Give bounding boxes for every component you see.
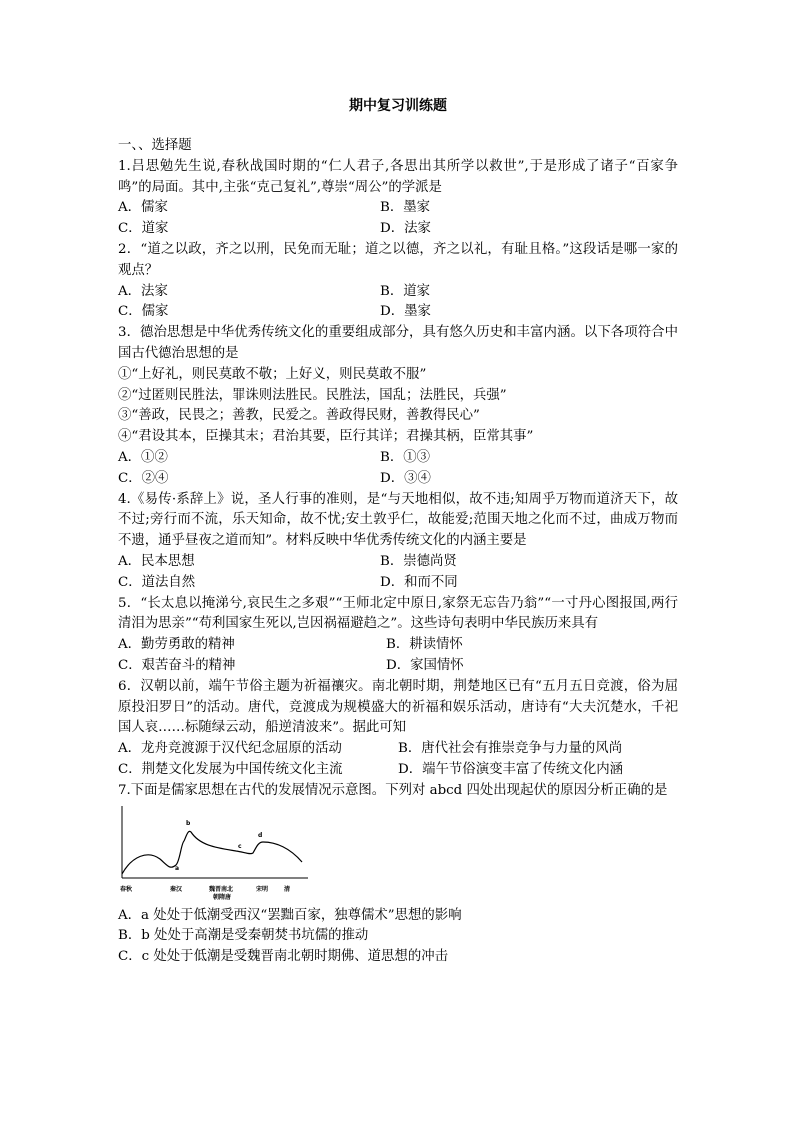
question-7-option-c: C．c 处处于低潮是受魏晋南北朝时期佛、道思想的冲击 <box>118 949 448 965</box>
point-label-c: c <box>238 842 242 850</box>
option-b: B．崇德尚贤 <box>380 553 457 569</box>
development-curve <box>122 831 302 874</box>
question-4-stem: 4.《易传·系辞上》说，圣人行事的准则，是“与天地相似，故不违;知周乎万物而道济天下，故不过;旁行而不流，乐天知命，故不忧;安土敦乎仁，故能爱;范围天地之化而不过，曲成万物而不遗，通乎昼夜之道而知”。材料反映中华优秀传统文化的内涵主要是 <box>118 491 678 549</box>
question-7-stem: 7.下面是儒家思想在古代的发展情况示意图。下列对 abcd 四处出现起伏的原因分析正确的是 <box>118 782 668 798</box>
x-label-qinhan: 秦汉 <box>170 885 183 893</box>
question-2-options-row-1 <box>118 282 678 303</box>
option-a: A．民本思想 <box>118 553 195 569</box>
question-3-stem: 3．德治思想是中华优秀传统文化的重要组成部分，具有悠久历史和丰富内涵。以下各项符合中国古代德治思想的是 <box>118 325 678 361</box>
question-7-option-a: A．a 处处于低潮受西汉“罢黜百家，独尊儒术”思想的影响 <box>118 907 462 923</box>
x-label-suitang: 朝隋唐 <box>213 893 232 901</box>
question-5-stem: 5．“长太息以掩涕兮,哀民生之多艰”“王师北定中原日,家祭无忘告乃翁”“一寸丹心图报国,两行清泪为思亲”“苟利国家生死以,岂因祸福避趋之”。这些诗句表明中华民族历来具有 <box>118 595 678 632</box>
question-5-options-row-1 <box>118 635 678 656</box>
question-6-options-row-1 <box>118 739 678 760</box>
option-b: B．墨家 <box>380 200 431 216</box>
question-7-option-b: B．b 处处于高潮是受秦朝焚书坑儒的推动 <box>118 928 369 944</box>
option-d: D．端午节俗演变丰富了传统文化内涵 <box>398 761 623 777</box>
option-c: C．儒家 <box>118 304 169 320</box>
confucianism-development-figure <box>118 804 678 904</box>
question-3-options-row-1 <box>118 448 678 469</box>
question-3-item-3: ③“善政，民畏之；善教，民爱之。善政得民财，善教得民心” <box>118 408 480 424</box>
x-label-songming: 宋明 <box>256 885 269 893</box>
option-a: A．儒家 <box>118 200 168 216</box>
question-3-options-row-2 <box>118 469 678 490</box>
question-4-options-row-1 <box>118 552 678 573</box>
exam-page <box>118 96 678 968</box>
x-label-chunqiu: 春秋 <box>120 885 133 893</box>
question-1-options-row-2 <box>118 219 678 240</box>
question-2-stem: 2．“道之以政，齐之以刑，民免而无耻；道之以德，齐之以礼，有耻且格。”这段话是哪一家的观点？ <box>118 241 678 278</box>
option-d: D．③④ <box>380 470 431 486</box>
option-d: D．法家 <box>380 221 431 237</box>
option-d: D．和而不同 <box>380 574 458 590</box>
point-label-b: b <box>186 819 191 827</box>
option-b: B．①③ <box>380 449 431 465</box>
option-c: C．道家 <box>118 221 169 237</box>
option-b: B．唐代社会有推崇竞争与力量的风尚 <box>398 741 623 757</box>
page-title: 期中复习训练题 <box>349 98 447 114</box>
question-3-item-1: ①“上好礼，则民莫敢不敬；上好义，则民莫敢不服” <box>118 366 427 382</box>
x-label-qing: 清 <box>284 885 291 893</box>
point-label-d: d <box>258 831 263 839</box>
development-curve-diagram <box>118 804 318 904</box>
section-heading: 一、、选择题 <box>118 138 192 153</box>
question-3-item-4: ④“君设其本，臣操其末；君治其要，臣行其详；君操其柄，臣常其事” <box>118 429 534 445</box>
question-6-stem: 6．汉朝以前，端午节俗主题为祈福禳灾。南北朝时期，荆楚地区已有“五月五日竞渡，俗为屈原投汨罗日”的活动。唐代，竞渡成为规模盛大的祈福和娱乐活动，唐诗有“大夫沉楚水，千祀国人哀……标随绿云动，船逆清波来”。据此可知 <box>118 678 678 736</box>
option-c: C．道法自然 <box>118 574 196 590</box>
option-b: B．耕读情怀 <box>386 637 463 653</box>
option-a: A．勤劳勇敢的精神 <box>118 637 235 653</box>
question-4-options-row-2 <box>118 573 678 594</box>
option-a: A．①② <box>118 449 168 465</box>
option-d: D．墨家 <box>380 304 431 320</box>
question-2-options-row-2 <box>118 302 678 323</box>
option-a: A．龙舟竞渡源于汉代纪念屈原的活动 <box>118 741 342 757</box>
point-label-a: a <box>175 864 180 872</box>
option-d: D．家国情怀 <box>386 657 464 673</box>
option-a: A．法家 <box>118 283 168 299</box>
question-6-options-row-2 <box>118 760 678 781</box>
question-3-item-2: ②“过匿则民胜法，罪诛则法胜民。民胜法，国乱；法胜民，兵强” <box>118 387 507 403</box>
option-c: C．荆楚文化发展为中国传统文化主流 <box>118 761 343 777</box>
option-c: C．艰苦奋斗的精神 <box>118 657 236 673</box>
option-b: B．道家 <box>380 283 431 299</box>
question-5-options-row-2 <box>118 656 678 677</box>
x-label-weijin: 魏晋南北 <box>209 885 234 893</box>
question-1-stem: 1.吕思勉先生说,春秋战国时期的“仁人君子,各思出其所学以救世”,于是形成了诸子“百家争鸣”的局面。其中,主张“克己复礼”,尊崇“周公”的学派是 <box>118 158 678 195</box>
question-1-options-row-1 <box>118 198 678 219</box>
option-c: C．②④ <box>118 470 169 486</box>
